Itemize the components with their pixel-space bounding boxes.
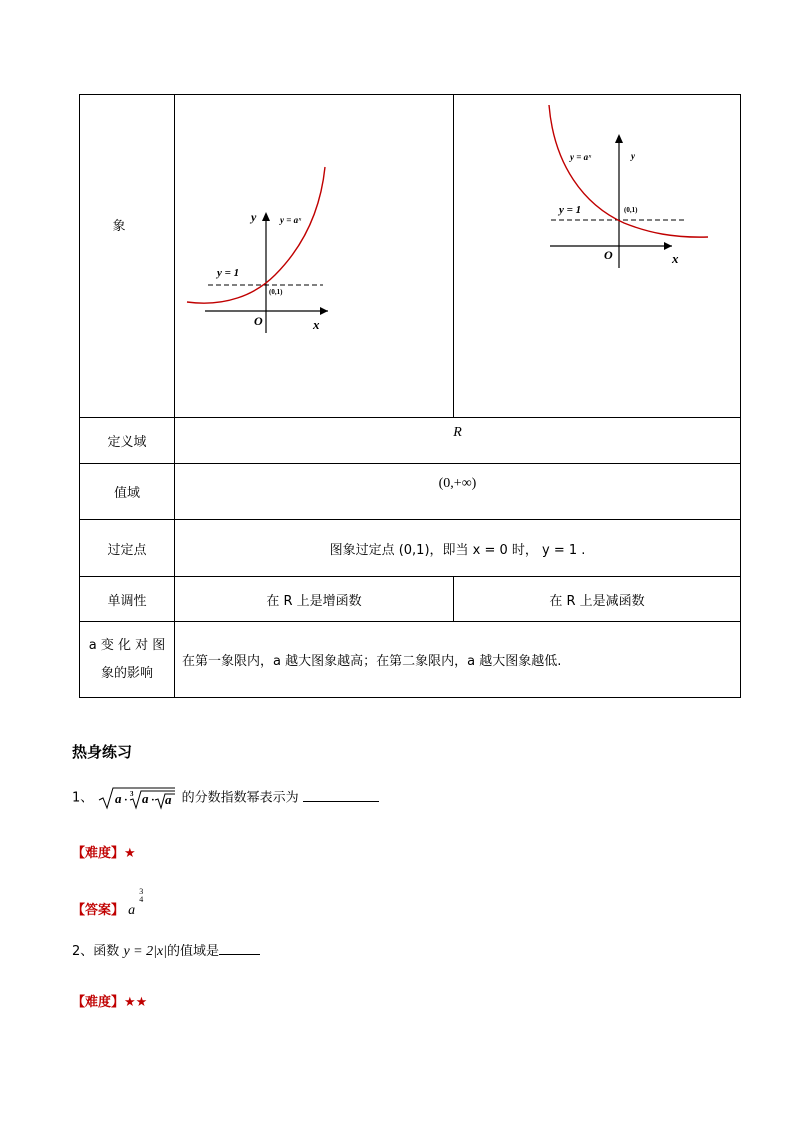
monotonic-decreasing: 在 R 上是减函数 [454,577,741,622]
q1-answer: 【答案】 a 3 4 [72,887,144,918]
q1-difficulty: 【难度】★ [72,846,136,861]
x-axis-arrow-icon [320,307,328,315]
warmup-title: 热身练习 [72,743,133,761]
x-axis-arrow-icon [664,242,672,250]
point-label: (0,1) [624,206,638,214]
svg-text:a: a [115,791,122,806]
monotonic-increasing: 在 R 上是增函数 [175,577,454,622]
graph-decreasing [454,95,741,418]
answer-blank [303,801,379,802]
y-axis-arrow-icon [262,212,270,221]
question-2: 2、函数 y = 2|x|的值域是 [72,940,260,960]
effect-value: 在第一象限内，a 越大图象越高；在第二象限内，a 越大图象越低. [175,622,741,698]
range-label: 值域 [80,464,175,520]
range-value: (0,+∞) [175,464,741,520]
svg-text:·: · [124,794,129,806]
y-axis-arrow-icon [615,134,623,143]
svg-text:3: 3 [130,790,134,798]
graph-increasing [175,95,454,418]
graph-row-label: 象 [80,95,175,418]
properties-table [79,94,741,698]
fixed-point-value: 图象过定点 (0,1)，即当 x = 0 时， y = 1 . [175,520,741,577]
x-axis-label: x [313,317,320,332]
answer-exponent: 3 4 [139,887,144,904]
y-axis-label: y [631,151,635,161]
y-axis-label: y [251,210,257,224]
radical-expression [97,786,177,810]
svg-text:a: a [165,792,172,807]
point-label: (0,1) [269,288,283,296]
increasing-exponential-graph [175,95,454,413]
line-label: y = 1 [559,204,582,216]
monotonic-label: 单调性 [80,577,175,622]
svg-text:·: · [151,794,156,806]
x-axis-label: x [672,251,679,266]
line-label: y = 1 [217,267,240,279]
curve-label: y = aˣ [280,215,302,225]
domain-label: 定义域 [80,418,175,464]
curve-decreasing [549,105,708,237]
answer-blank [219,954,260,955]
curve-label: y = aˣ [570,152,592,162]
effect-label: a 变 化 对 图 象的影响 [80,622,175,698]
q2-expression: y = 2|x| [123,944,168,959]
q2-difficulty: 【难度】★★ [72,995,148,1010]
origin-label: O [604,248,613,262]
origin-label: O [254,314,263,328]
question-1: 1、 a · 3 a · a 的分数指数幂表示为 [72,786,379,810]
decreasing-exponential-graph [454,95,741,413]
fixed-point-label: 过定点 [80,520,175,577]
svg-text:a: a [142,791,149,806]
curve-increasing [187,167,325,303]
domain-value: R [175,418,741,464]
